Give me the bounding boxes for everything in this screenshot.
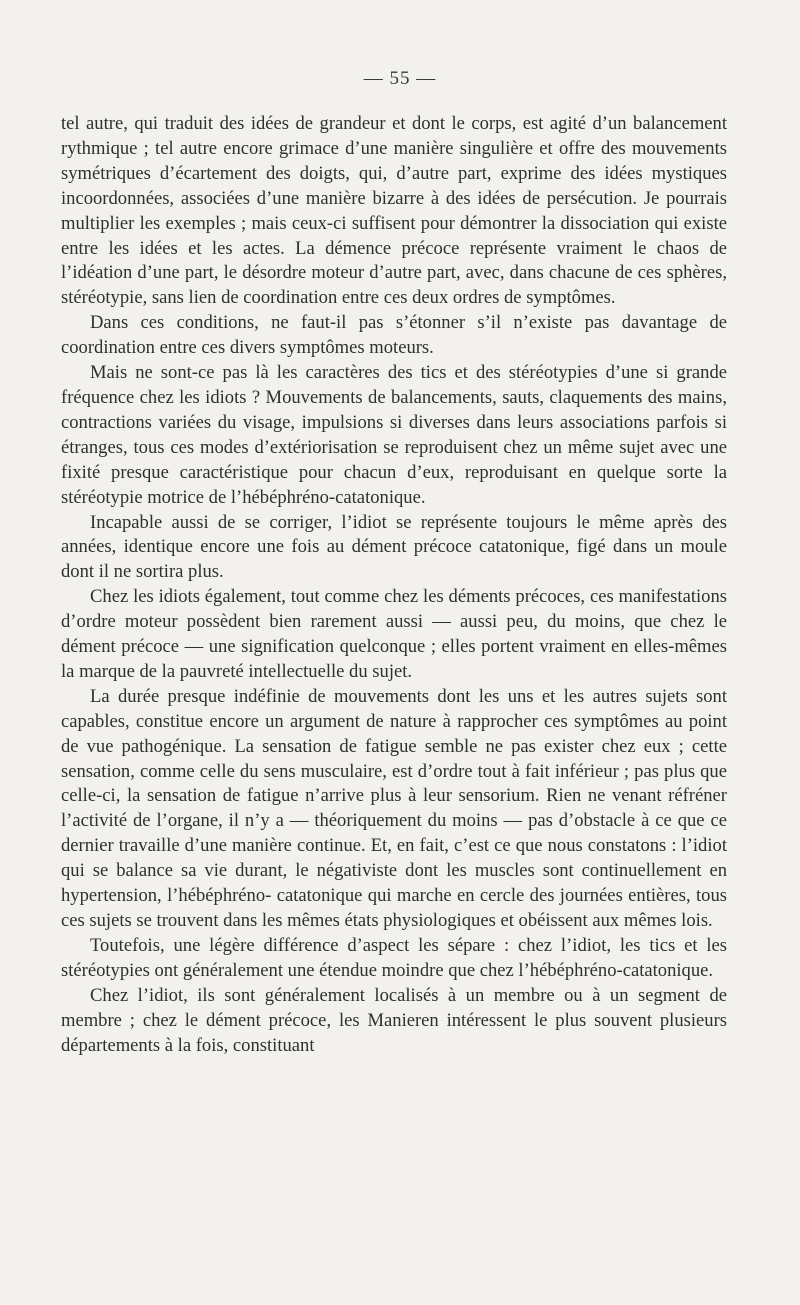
- paragraph: tel autre, qui traduit des idées de grandeur et dont le corps, est agité d’un balancement rythmique ; tel autre encore grimace d’une manière singulière et offre des mouvements symétriques d’écartement des doigts, qui, d’autre part, exprime des idées mystiques incoordonnées, associées d’une manière bizarre à des idées de persécution. Je pourrais multiplier les exemples ; mais ceux-ci suffisent pour démontrer la dissociation qui existe entre les idées et les actes. La démence précoce représente vraiment le chaos de l’idéation d’une part, le désordre moteur d’autre part, avec, dans chacune de ces sphères, stéréotypie, sans lien de coordination entre ces deux ordres de symptômes.: [61, 113, 727, 309]
- paragraph: Mais ne sont-ce pas là les caractères des tics et des stéréotypies d’une si grande fréquence chez les idiots ? Mouvements de balancements, sauts, claquements des mains, contractions variées du visage, impulsions si diverses dans leurs associations parfois si étranges, tous ces modes d’extériorisation se reproduisent chez un même sujet avec une fixité presque caractéristique pour chacun d’eux, reproduisant en quelque sorte la stéréotypie motrice de l’hébéphréno-catatonique.: [61, 362, 727, 508]
- body-text: [61, 112, 727, 1058]
- paragraph: Incapable aussi de se corriger, l’idiot se représente toujours le même après des années, identique encore une fois au dément précoce catatonique, figé dans un moule dont il ne sortira plus.: [61, 511, 727, 583]
- paragraph: Chez les idiots également, tout comme chez les déments précoces, ces manifestations d’ordre moteur possèdent bien rarement aussi — aussi peu, du moins, que chez le dément précoce — une signification quelconque ; elles portent vraiment en elles-mêmes la marque de la pauvreté intellectuelle du sujet.: [61, 586, 727, 682]
- paragraph: Toutefois, une légère différence d’aspect les sépare : chez l’idiot, les tics et les stéréotypies ont généralement une étendue moindre que chez l’hébéphréno-catatonique.: [61, 934, 727, 981]
- paragraph: La durée presque indéfinie de mouvements dont les uns et les autres sujets sont capables, constitue encore un argument de nature à rapprocher ces symptômes au point de vue pathogénique. La sensation de fatigue semble ne pas exister chez eux ; cette sensation, comme celle du sens musculaire, est d’ordre tout à fait inférieur ; pas plus que celle-ci, la sensation de fatigue n’arrive plus à leur sensorium. Rien ne venant réfréner l’activité de l’organe, il n’y a — théoriquement du moins — pas d’obstacle à ce que ce dernier travaille d’une manière continue. Et, en fait, c’est ce que nous constatons : l’idiot qui se balance sa vie durant, le négativiste dont les muscles sont continuellement en hypertension, l’hébéphréno- catatonique qui marche en cercle des journées entières, tous ces sujets se trouvent dans les mêmes états physiologiques et obéissent aux mêmes lois.: [61, 685, 727, 931]
- page-number: — 55 —: [363, 68, 437, 89]
- paragraph: Chez l’idiot, ils sont généralement localisés à un membre ou à un segment de membre ; chez le dément précoce, les Manieren intéressent le plus souvent plusieurs départements à la fois, constituant: [61, 984, 727, 1056]
- paragraph: Dans ces conditions, ne faut-il pas s’étonner s’il n’existe pas davantage de coordination entre ces divers symptômes moteurs.: [61, 312, 727, 359]
